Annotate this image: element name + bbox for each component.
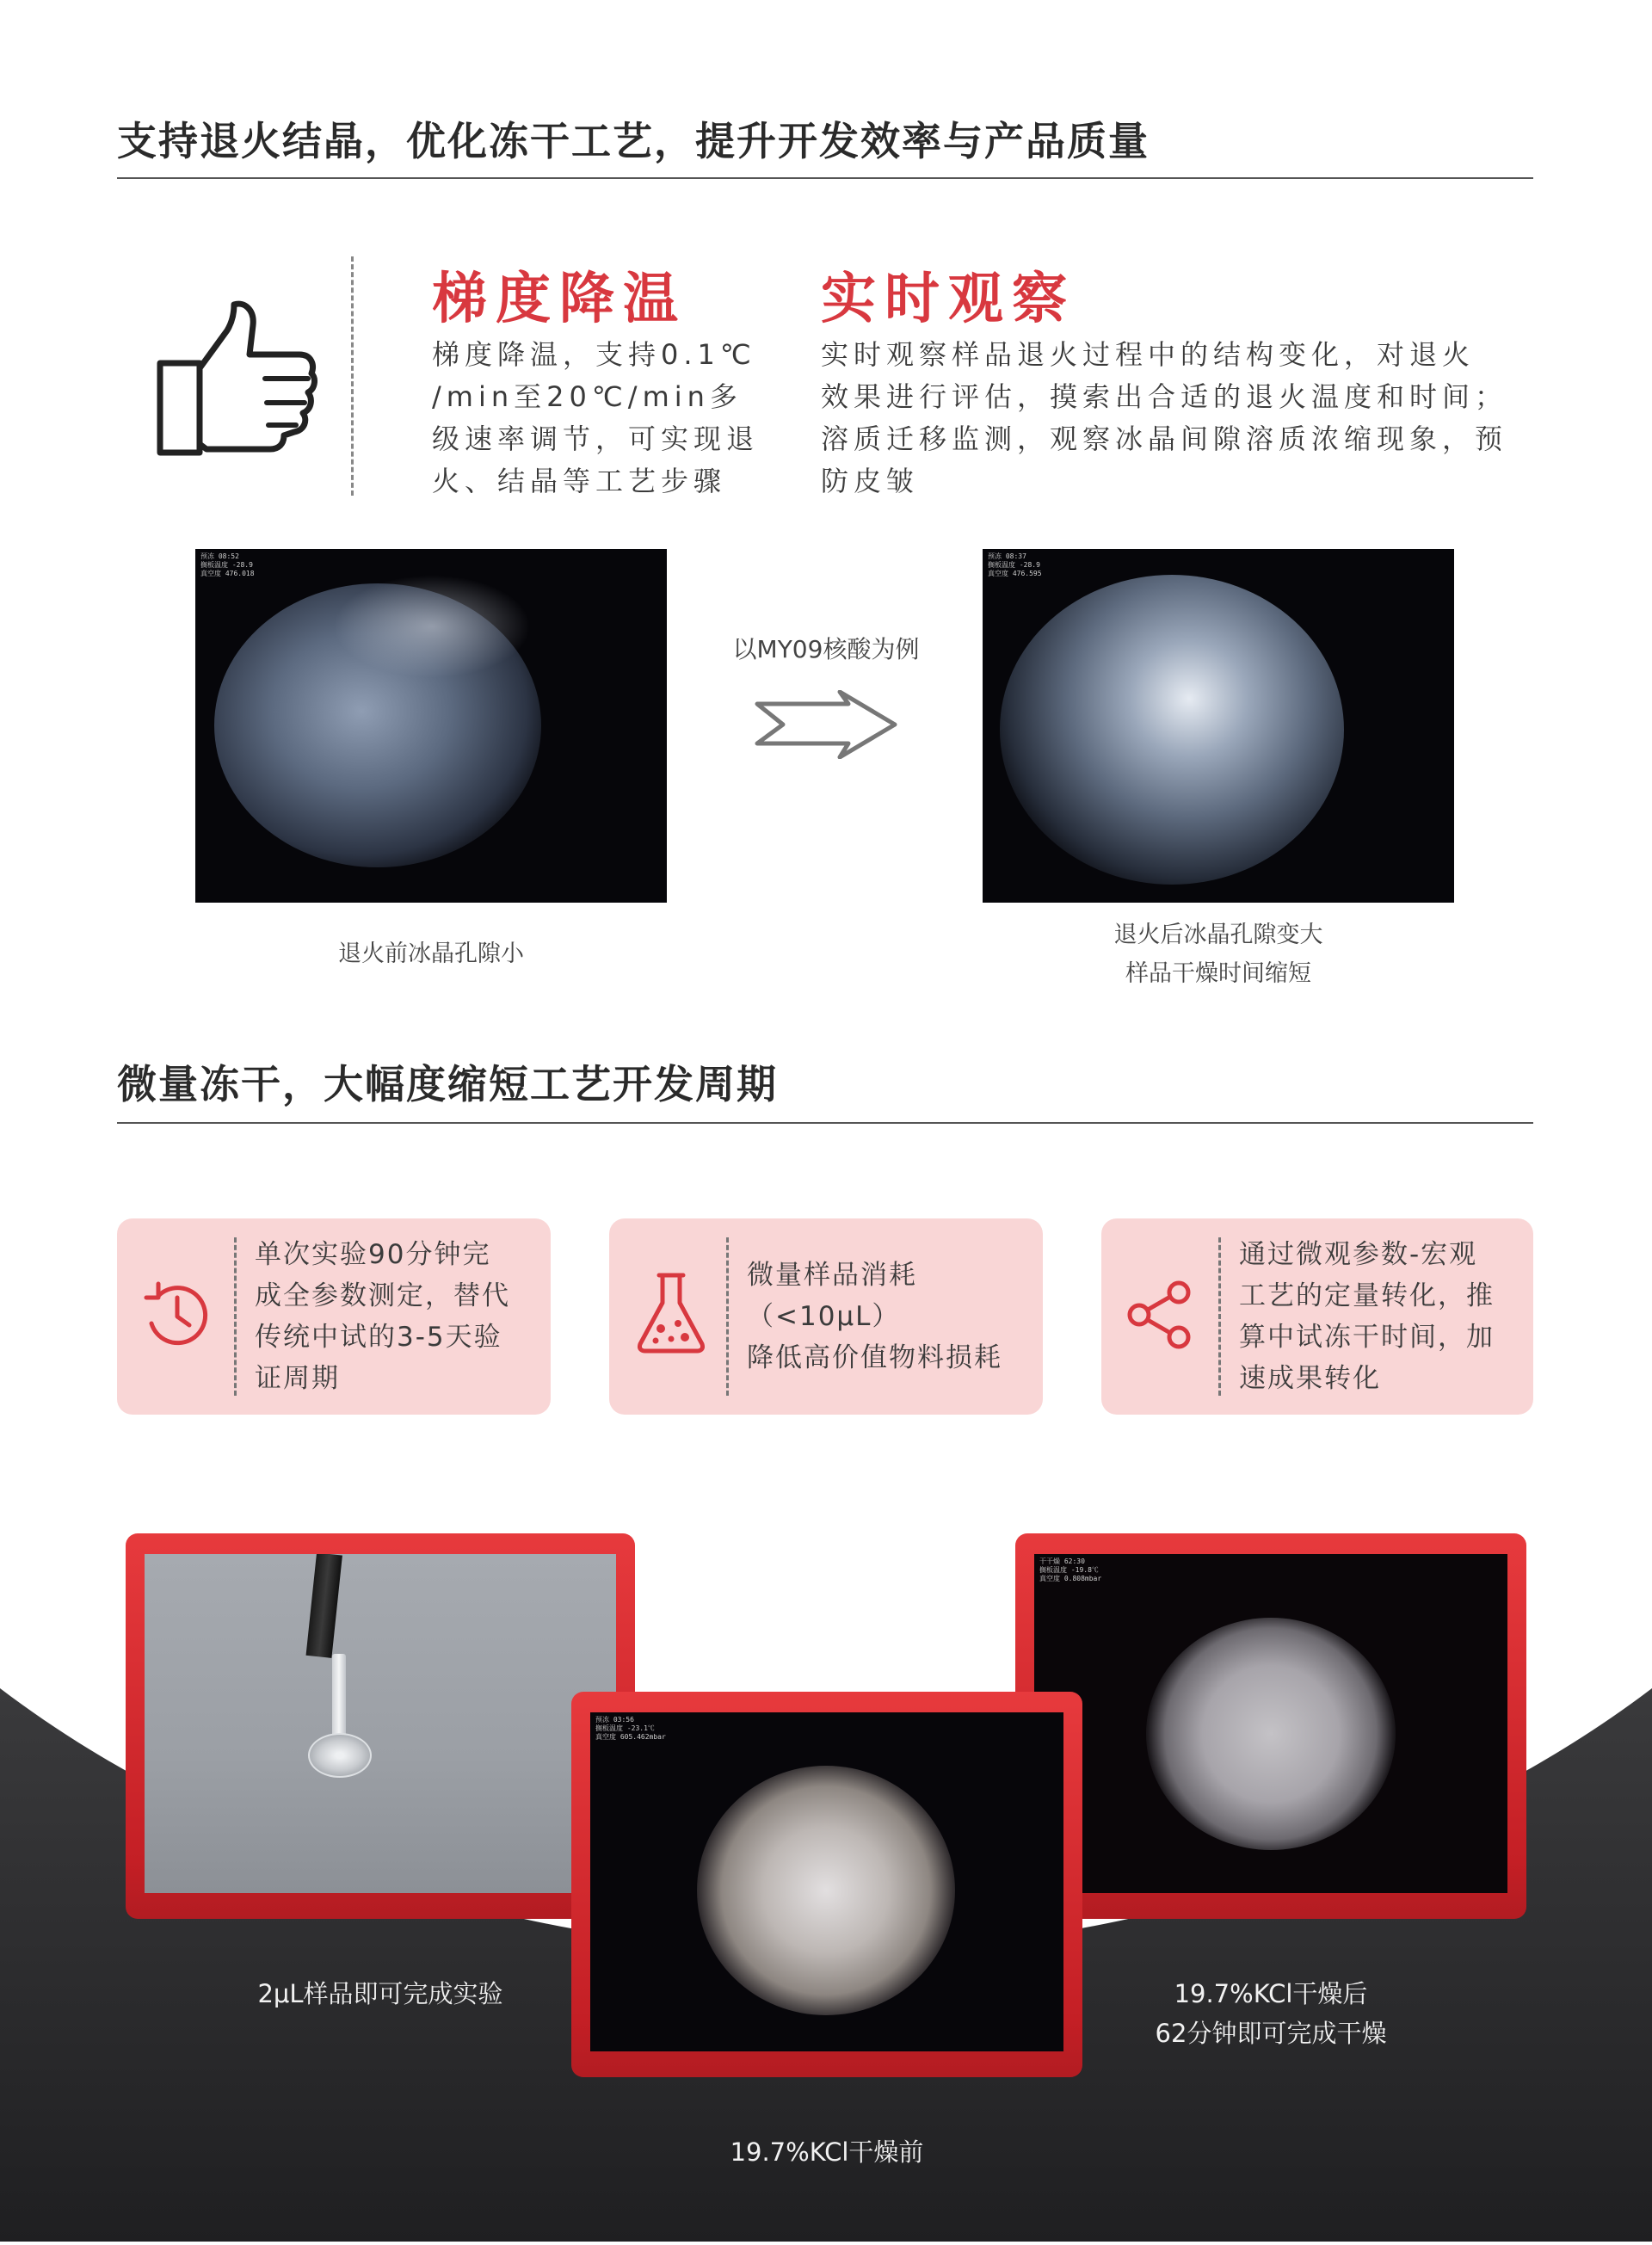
arrow-right-icon xyxy=(754,690,900,759)
text-line: 单次实验90分钟完 xyxy=(255,1239,491,1270)
card-text xyxy=(255,1234,539,1399)
text-line: 级速率调节，可实现退 xyxy=(432,422,760,455)
text-line: 算中试冻干时间，加 xyxy=(1239,1322,1495,1353)
after-annealing-image xyxy=(983,549,1454,903)
feature-realtime-observe-text xyxy=(821,334,1509,503)
card-text xyxy=(1239,1234,1523,1399)
text-line: 微量样品消耗 xyxy=(747,1260,917,1291)
feature-card-sample xyxy=(609,1218,1043,1415)
caption-line: 19.7%KCl干燥后 xyxy=(1174,1979,1368,2008)
before-annealing-caption: 退火前冰晶孔隙小 xyxy=(338,941,524,967)
image-overlay-text: 干干燥 62:30 搁板温度 -19.8℃ 真空度 0.808mbar xyxy=(1039,1557,1102,1582)
feature-gradient-cooling-text xyxy=(432,334,759,503)
section1-heading: 支持退火结晶，优化冻干工艺，提升开发效率与产品质量 xyxy=(117,118,1150,164)
sample-droplet xyxy=(308,1733,372,1778)
photo-kcl-before-caption xyxy=(571,2132,1082,2172)
caption-line: 62分钟即可完成干燥 xyxy=(1155,2019,1387,2048)
text-line: 火、结晶等工艺步骤 xyxy=(432,465,727,497)
feature-gradient-cooling-title: 梯度降温 xyxy=(432,268,687,331)
before-annealing-image xyxy=(195,549,667,903)
text-line: 实时观察样品退火过程中的结构变化，对退火 xyxy=(821,338,1476,371)
kcl-before-image xyxy=(590,1712,1063,2051)
clock-icon xyxy=(141,1279,213,1351)
feature-divider xyxy=(351,256,354,496)
feature-card-transfer xyxy=(1101,1218,1533,1415)
photo-frame-sample xyxy=(126,1533,635,1919)
photo-frame-kcl-before xyxy=(571,1692,1082,2077)
caption-line: 退火后冰晶孔隙变大 xyxy=(1113,922,1323,948)
text-line: 梯度降温，支持0.1℃ xyxy=(432,338,756,371)
image-overlay-text: 预冻 03:56 搁板温度 -23.1℃ 真空度 605.462mbar xyxy=(595,1716,666,1741)
text-line: 成全参数测定，替代 xyxy=(255,1280,510,1311)
card-divider xyxy=(726,1237,729,1396)
card-text xyxy=(747,1255,1031,1378)
image-overlay-text: 预冻 08:52 搁板温度 -28.9 真空度 476.018 xyxy=(200,552,255,577)
pipette-tip xyxy=(332,1654,346,1740)
text-line: 工艺的定量转化，推 xyxy=(1239,1280,1495,1311)
text-line: /min至20℃/min多 xyxy=(432,380,743,413)
photo-sample-caption xyxy=(126,1974,635,2014)
section2-divider xyxy=(117,1122,1533,1124)
text-line: 通过微观参数-宏观 xyxy=(1239,1239,1478,1270)
caption-line: 19.7%KCl干燥前 xyxy=(730,2137,924,2167)
feature-card-time xyxy=(117,1218,551,1415)
kcl-after-image xyxy=(1034,1554,1507,1893)
text-line: 溶质迁移监测，观察冰晶间隙溶质浓缩现象，预 xyxy=(821,422,1508,455)
caption-line: 样品干燥时间缩短 xyxy=(1125,960,1311,987)
flask-icon xyxy=(635,1272,707,1354)
after-annealing-caption xyxy=(983,916,1454,993)
card-divider xyxy=(1218,1237,1221,1396)
text-line: 效果进行评估，摸索出合适的退火温度和时间； xyxy=(821,380,1508,413)
photo-kcl-after-caption xyxy=(1015,1974,1526,2053)
image-overlay-text: 预冻 08:37 搁板温度 -28.9 真空度 476.595 xyxy=(988,552,1042,577)
section2-heading: 微量冻干，大幅度缩短工艺开发周期 xyxy=(117,1061,778,1107)
caption-line: 2μL样品即可完成实验 xyxy=(257,1979,503,2008)
thumbs-up-icon xyxy=(155,296,318,459)
text-line: 速成果转化 xyxy=(1239,1363,1381,1394)
text-line: 传统中试的3-5天验 xyxy=(255,1322,502,1353)
pipette-photo xyxy=(145,1554,616,1893)
photo-frame-kcl-after xyxy=(1015,1533,1526,1919)
example-label: 以MY09核酸为例 xyxy=(732,635,920,663)
section1-divider xyxy=(117,177,1533,179)
text-line: 防皮皱 xyxy=(821,465,920,497)
pipette-shaft xyxy=(306,1554,342,1658)
text-line: 证周期 xyxy=(255,1363,340,1394)
feature-realtime-observe-title: 实时观察 xyxy=(821,268,1076,331)
share-icon xyxy=(1127,1280,1196,1349)
text-line: 降低高价值物料损耗 xyxy=(747,1342,1002,1373)
card-divider xyxy=(234,1237,237,1396)
text-line: （<10μL） xyxy=(747,1301,901,1332)
